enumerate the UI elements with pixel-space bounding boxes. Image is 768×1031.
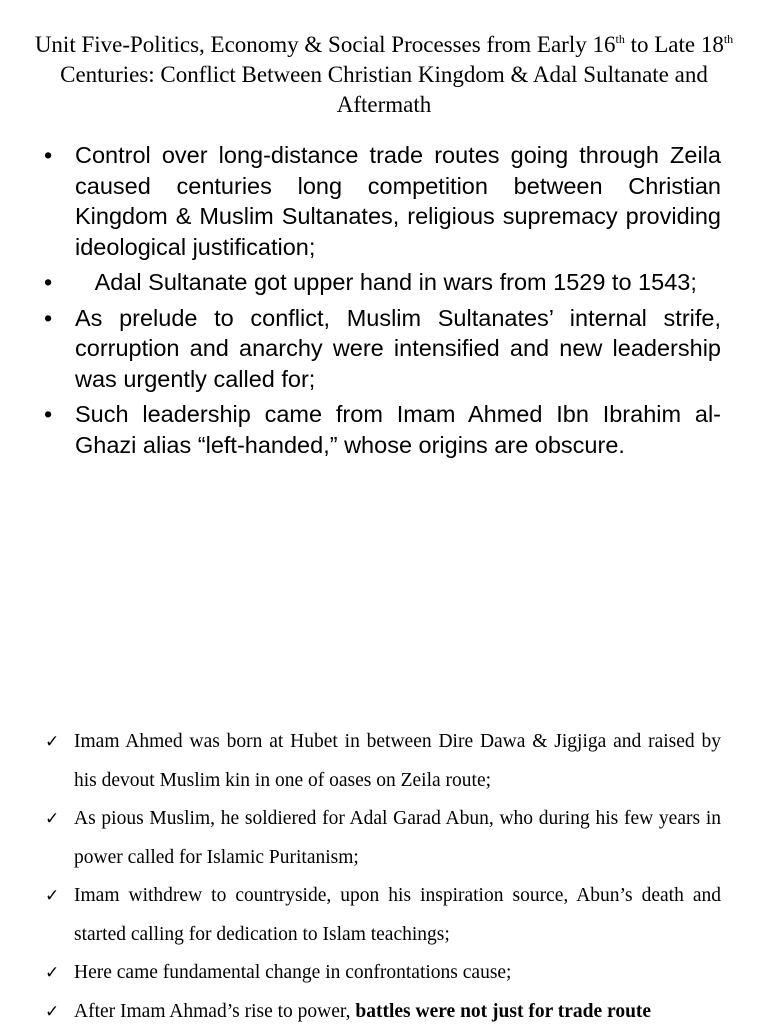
page-title	[30, 30, 738, 120]
bullet-icon: •	[44, 140, 52, 171]
bullet-icon: •	[44, 303, 52, 334]
check-item	[0, 800, 721, 877]
title-part-2: to Late 18	[625, 32, 724, 57]
checkmark-icon: ✓	[45, 723, 59, 762]
title-superscript-2: th	[724, 32, 733, 46]
checkmark-icon: ✓	[45, 954, 59, 993]
checkmark-icon: ✓	[45, 877, 59, 916]
title-part-3: Centuries: Conflict Between Christian Kingdom & Adal Sultanate and Aftermath	[60, 62, 708, 117]
check-text: As pious Muslim, he soldiered for Adal Garad Abun, who during his few years in power called for Islamic Puritanism;	[74, 808, 721, 868]
bullet-item	[0, 140, 721, 262]
title-superscript-1: th	[615, 32, 624, 46]
bullet-icon: •	[44, 399, 52, 430]
check-text-bold: battles were not just for trade route	[355, 1001, 651, 1022]
bullet-item	[0, 399, 721, 460]
check-text: Here came fundamental change in confrontations cause;	[74, 962, 511, 983]
bullet-text: As prelude to conflict, Muslim Sultanates’ internal strife, corruption and anarchy were intensified and new leadership was urgently called for;	[75, 305, 721, 392]
check-item	[0, 954, 721, 993]
bullet-icon: •	[44, 267, 52, 298]
checkmark-icon: ✓	[45, 800, 59, 839]
check-item	[0, 993, 721, 1031]
checkmark-list	[0, 723, 768, 1031]
check-item	[0, 723, 721, 800]
checkmark-icon: ✓	[45, 993, 59, 1031]
check-text: Imam withdrew to countryside, upon his inspiration source, Abun’s death and started calling for dedication to Islam teachings;	[74, 885, 721, 945]
bullet-list	[0, 140, 768, 465]
bullet-item	[0, 267, 721, 298]
bullet-item	[0, 303, 721, 395]
title-part-1: Unit Five-Politics, Economy & Social Processes from Early 16	[35, 32, 616, 57]
bullet-text: Such leadership came from Imam Ahmed Ibn Ibrahim al-Ghazi alias “left-handed,” whose origins are obscure.	[75, 401, 721, 458]
bullet-text: Adal Sultanate got upper hand in wars from 1529 to 1543;	[75, 269, 697, 295]
bullet-text: Control over long-distance trade routes going through Zeila caused centuries long competition between Christian Kingdom & Muslim Sultanates, religious supremacy providing ideological justification;	[75, 142, 721, 260]
check-text: Imam Ahmed was born at Hubet in between Dire Dawa & Jigjiga and raised by his devout Muslim kin in one of oases on Zeila route;	[74, 731, 721, 791]
check-text: After Imam Ahmad’s rise to power,	[74, 1001, 355, 1022]
check-item	[0, 877, 721, 954]
